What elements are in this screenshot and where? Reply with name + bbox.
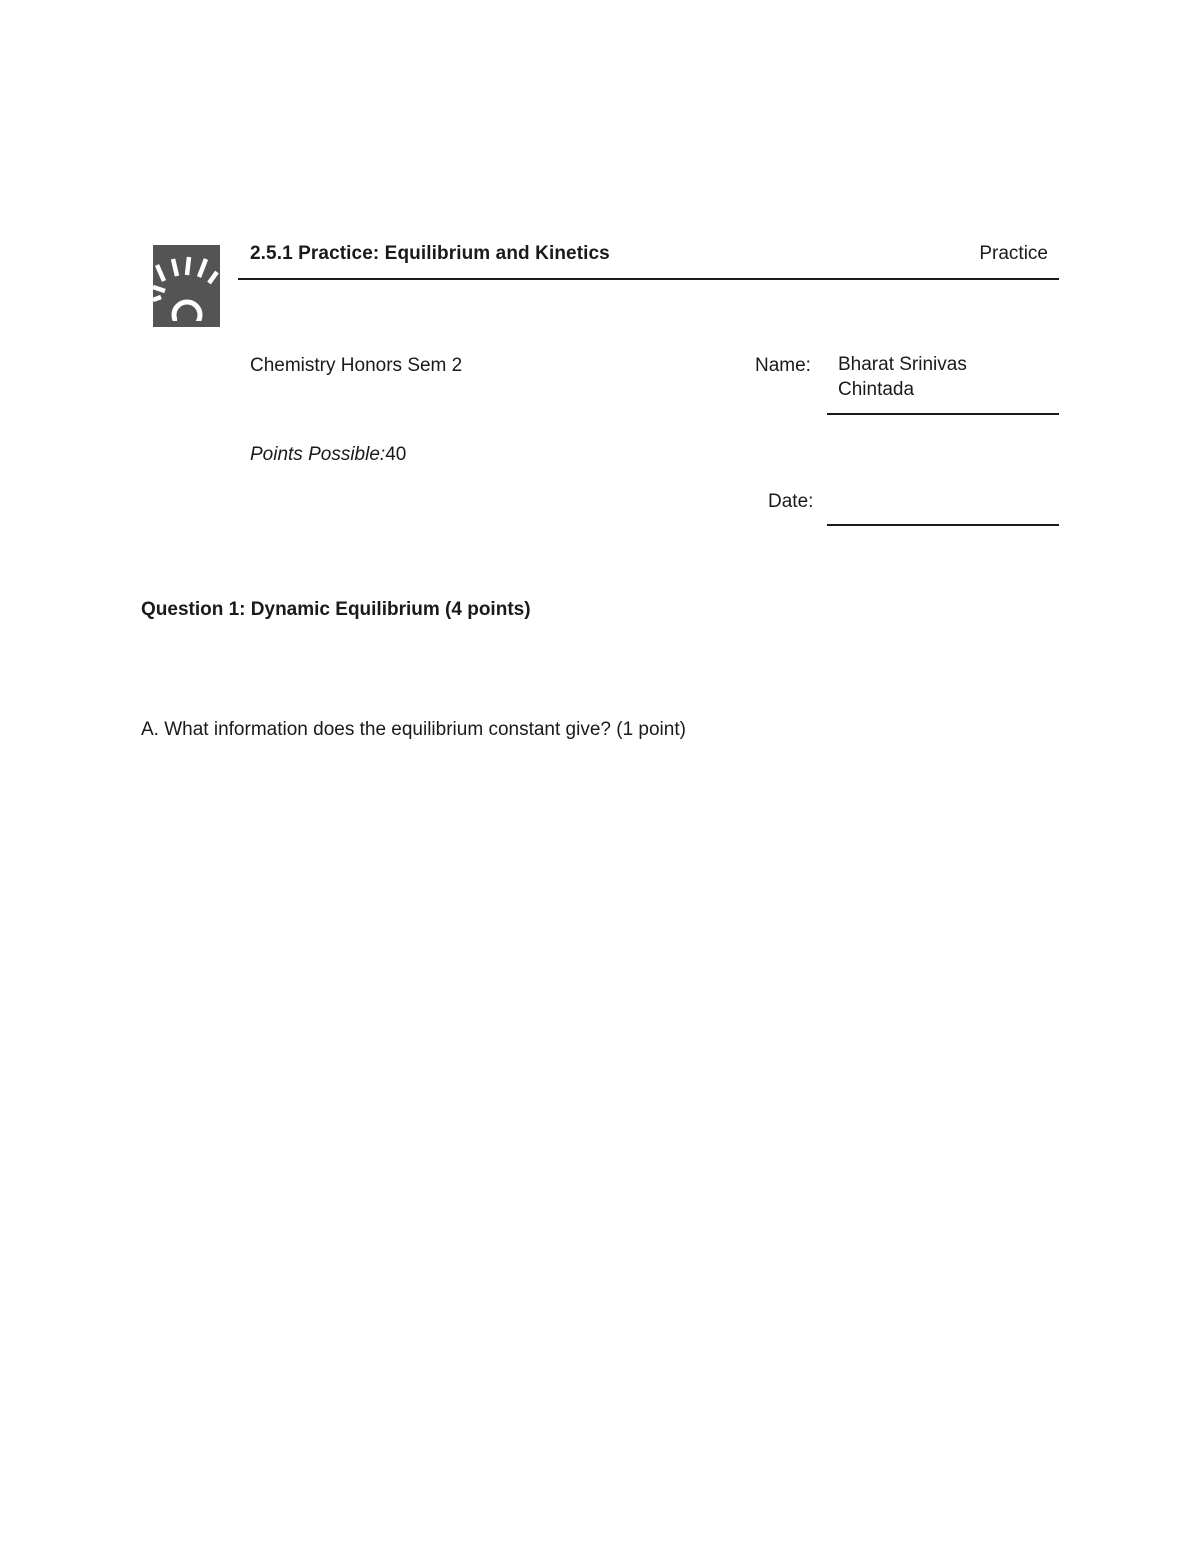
- page-title: 2.5.1 Practice: Equilibrium and Kinetics: [250, 243, 610, 264]
- name-underline: [827, 413, 1059, 415]
- sunburst-logo-icon: [153, 245, 220, 327]
- activity-type-label: Practice: [979, 243, 1048, 264]
- question-heading: Question 1: Dynamic Equilibrium (4 points): [141, 599, 531, 620]
- title-divider: [238, 278, 1059, 280]
- points-possible: [250, 444, 406, 466]
- question-prompt: A. What information does the equilibrium constant give? (1 point): [141, 719, 686, 740]
- date-field[interactable]: [827, 488, 1059, 526]
- points-label: Points Possible:: [250, 444, 386, 465]
- date-label: Date:: [768, 491, 814, 512]
- course-name: Chemistry Honors Sem 2: [250, 355, 463, 376]
- points-value: 40: [385, 444, 407, 465]
- name-field[interactable]: Bharat Srinivas Chintada: [838, 354, 967, 400]
- name-label: Name:: [755, 355, 811, 376]
